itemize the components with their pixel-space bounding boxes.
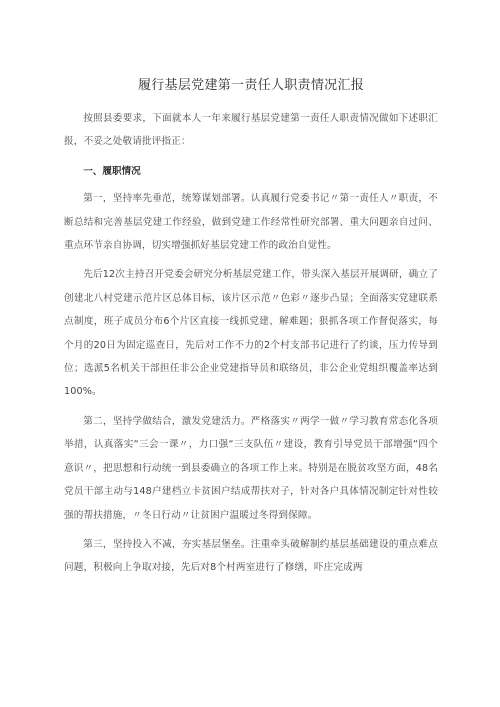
intro-paragraph: 按照县委要求，下面就本人一年来履行基层党建第一责任人职责情况做如下述职汇报，不妥之处敬请批评指正： xyxy=(64,113,438,148)
body-paragraph-1: 第一，坚持率先垂范，统筹谋划部署。认真履行党委书记〃第一责任人〃职责，不断总结和完善基层党建工作经验，做到党建工作经常性研究部署、重大问题亲自过问、重点环节亲自协调，切实增强抓好基层党建工作的政治自觉性。 xyxy=(64,193,438,252)
body-paragraph-2: 先后12次主持召开党委会研究分析基层党建工作，带头深入基层开展调研，确立了创建北八村党建示范片区总体目标，该片区示范〃色彩〃逐步凸显；全面落实党建联系点制度，班子成员分布6个片区直接一线抓党建、解难题；狠抓各项工作督促落实，每个月的20日为固定巡查日，先后对工作不力的2个村支部书记进行了约谈，压力传导到位；选派5名机关干部担任非公企业党建指导员和联络员，非公企业党组织覆盖率达到100%。 xyxy=(64,269,438,398)
section-heading: 一、履职情况 xyxy=(83,165,141,177)
document-title: 履行基层党建第一责任人职责情况汇报 xyxy=(137,78,365,93)
body-paragraph-4: 第三，坚持投入不减，夯实基层堡垒。注重牵头破解制约基层基础建设的重点难点问题，积极向上争取对接，先后对8个村两室进行了修缮，吓庄完成两 xyxy=(64,538,438,574)
body-paragraph-3: 第二，坚持学做结合，激发党建活力。严格落实〃两学一做〃学习教育常态化各项举措，认真落实“三会一课〃，力口强“三支队伍〃建设，教育引导党员干部增强“四个意识〃，把思想和行动统一到县委确立的各项工作上来。特别是在脱贫攻坚方面，48名党员干部主动与148户建档立卡贫困户结成帮扶对子，针对各户具体情况制定针对性较强的帮扶措施，〃冬日行动〃让贫困户温暖过冬得到保障。 xyxy=(64,415,438,521)
